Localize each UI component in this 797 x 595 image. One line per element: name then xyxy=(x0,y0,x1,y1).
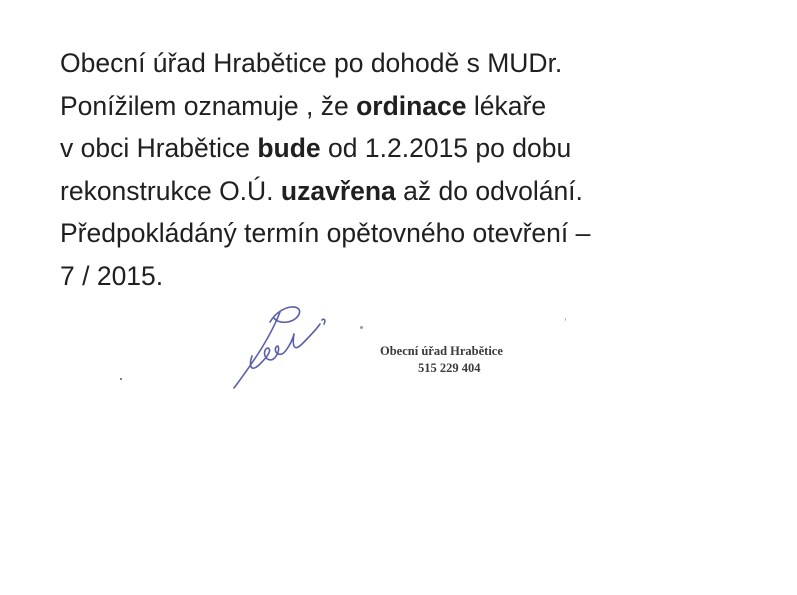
notice-line-4-text-a: rekonstrukce O.Ú. xyxy=(60,175,281,206)
notice-line-4-text-c: až do odvolání. xyxy=(395,175,583,206)
notice-line-6: 7 / 2015. xyxy=(60,260,164,291)
scan-speck xyxy=(565,318,566,321)
stamp-phone-number: 515 229 404 xyxy=(418,361,481,375)
office-stamp xyxy=(380,343,503,377)
handwritten-signature xyxy=(222,298,362,398)
scan-speck xyxy=(120,378,122,380)
stamp-office-name: Obecní úřad Hrabětice xyxy=(380,344,503,358)
notice-line-2 xyxy=(60,85,760,128)
scan-speck xyxy=(360,326,363,329)
notice-line-3-text-c: od 1.2.2015 po dobu xyxy=(320,133,572,164)
notice-line-5: Předpokládáný termín opětovného otevření – xyxy=(60,218,591,249)
notice-text xyxy=(60,42,760,298)
notice-line-4 xyxy=(60,170,760,213)
notice-line-3-bold: bude xyxy=(257,133,321,164)
notice-line-4-bold: uzavřena xyxy=(280,175,396,206)
notice-line-3-text-a: v obci Hrabětice xyxy=(60,133,258,164)
notice-line-1: Obecní úřad Hrabětice po dohodě s MUDr. xyxy=(60,48,563,78)
notice-line-2-text-c: lékaře xyxy=(466,90,547,121)
notice-line-2-bold: ordinace xyxy=(356,90,467,121)
notice-line-3 xyxy=(60,127,760,170)
notice-line-2-text-a: Ponížilem oznamuje , že xyxy=(60,90,357,121)
